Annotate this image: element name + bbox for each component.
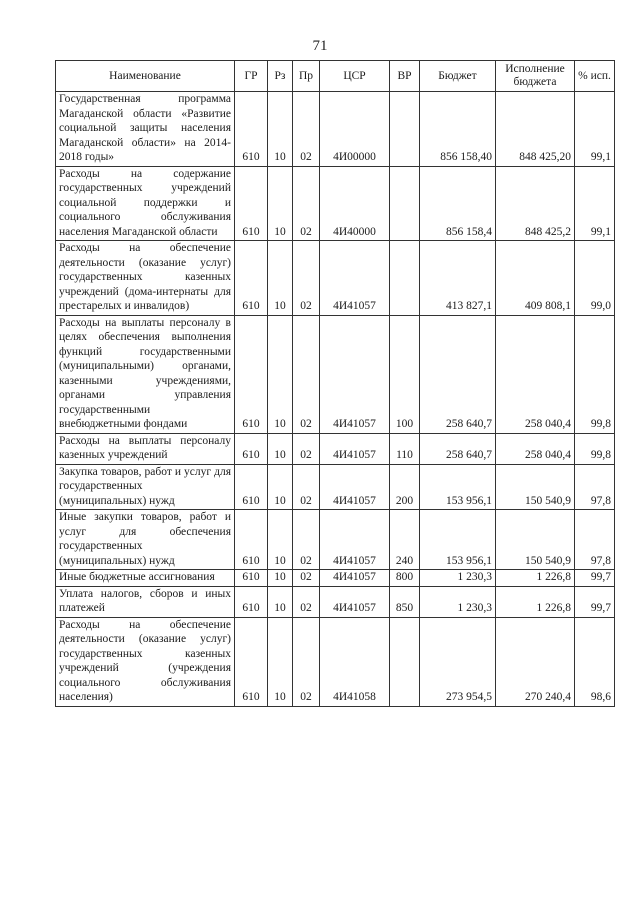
cell-name: Уплата налогов, сборов и иных платежей <box>56 586 235 617</box>
table-row <box>56 617 615 706</box>
table-row <box>56 570 615 587</box>
cell-csr: 4И41057 <box>320 315 390 433</box>
cell-execution: 1 226,8 <box>496 586 575 617</box>
cell-csr: 4И41057 <box>320 586 390 617</box>
cell-name: Расходы на содержание государственных учреждений социальной поддержки и социального обслуживания населения Магаданской области <box>56 166 235 241</box>
cell-pr: 02 <box>293 570 320 587</box>
table-row <box>56 464 615 510</box>
cell-execution: 150 540,9 <box>496 464 575 510</box>
table-row <box>56 433 615 464</box>
cell-vr: 110 <box>390 433 420 464</box>
cell-rz: 10 <box>268 586 293 617</box>
table-row <box>56 510 615 570</box>
cell-pr: 02 <box>293 617 320 706</box>
cell-vr <box>390 241 420 316</box>
cell-name: Расходы на выплаты персоналу в целях обеспечения выполнения функций государственными (муниципальными) органами, казенными учреждениями, органами управления государственными внебюджетными фондами <box>56 315 235 433</box>
cell-rz: 10 <box>268 433 293 464</box>
cell-pr: 02 <box>293 510 320 570</box>
cell-rz: 10 <box>268 570 293 587</box>
cell-vr: 100 <box>390 315 420 433</box>
cell-execution: 848 425,2 <box>496 166 575 241</box>
cell-gr: 610 <box>235 241 268 316</box>
cell-pr: 02 <box>293 464 320 510</box>
cell-pr: 02 <box>293 92 320 167</box>
cell-vr: 240 <box>390 510 420 570</box>
cell-vr: 850 <box>390 586 420 617</box>
cell-csr: 4И41057 <box>320 464 390 510</box>
cell-pr: 02 <box>293 433 320 464</box>
cell-budget: 258 640,7 <box>420 315 496 433</box>
table-row <box>56 92 615 167</box>
header-percent: % исп. <box>575 61 615 92</box>
cell-gr: 610 <box>235 464 268 510</box>
cell-gr: 610 <box>235 510 268 570</box>
cell-execution: 1 226,8 <box>496 570 575 587</box>
page-number: 71 <box>312 38 328 54</box>
cell-percent: 99,8 <box>575 433 615 464</box>
cell-vr <box>390 617 420 706</box>
cell-execution: 258 040,4 <box>496 433 575 464</box>
header-name: Наименование <box>56 61 235 92</box>
cell-name: Расходы на выплаты персоналу казенных учреждений <box>56 433 235 464</box>
cell-percent: 99,7 <box>575 586 615 617</box>
header-row <box>56 61 615 92</box>
cell-percent: 99,8 <box>575 315 615 433</box>
header-csr: ЦСР <box>320 61 390 92</box>
cell-vr: 200 <box>390 464 420 510</box>
header-rz: Рз <box>268 61 293 92</box>
cell-vr: 800 <box>390 570 420 587</box>
cell-gr: 610 <box>235 92 268 167</box>
cell-percent: 99,0 <box>575 241 615 316</box>
cell-pr: 02 <box>293 315 320 433</box>
cell-gr: 610 <box>235 166 268 241</box>
cell-rz: 10 <box>268 617 293 706</box>
cell-budget: 153 956,1 <box>420 510 496 570</box>
cell-execution: 270 240,4 <box>496 617 575 706</box>
header-execution: Исполнение бюджета <box>496 61 575 92</box>
cell-rz: 10 <box>268 92 293 167</box>
cell-percent: 97,8 <box>575 464 615 510</box>
cell-name: Расходы на обеспечение деятельности (оказание услуг) государственных казенных учреждений (дома-интернаты для престарелых и инвалидов) <box>56 241 235 316</box>
cell-csr: 4И41057 <box>320 433 390 464</box>
cell-csr: 4И41057 <box>320 510 390 570</box>
cell-budget: 258 640,7 <box>420 433 496 464</box>
cell-rz: 10 <box>268 464 293 510</box>
cell-name: Государственная программа Магаданской области «Развитие социальной защиты населения Магаданской области» на 2014-2018 годы» <box>56 92 235 167</box>
cell-budget: 1 230,3 <box>420 570 496 587</box>
cell-rz: 10 <box>268 241 293 316</box>
cell-execution: 848 425,20 <box>496 92 575 167</box>
cell-name: Расходы на обеспечение деятельности (оказание услуг) государственных казенных учреждений (учреждения социального обслуживания населения) <box>56 617 235 706</box>
table-row <box>56 315 615 433</box>
table-row <box>56 241 615 316</box>
cell-percent: 97,8 <box>575 510 615 570</box>
header-pr: Пр <box>293 61 320 92</box>
cell-pr: 02 <box>293 586 320 617</box>
cell-budget: 413 827,1 <box>420 241 496 316</box>
cell-pr: 02 <box>293 166 320 241</box>
cell-rz: 10 <box>268 166 293 241</box>
cell-percent: 99,7 <box>575 570 615 587</box>
cell-budget: 1 230,3 <box>420 586 496 617</box>
cell-execution: 258 040,4 <box>496 315 575 433</box>
cell-gr: 610 <box>235 315 268 433</box>
cell-gr: 610 <box>235 617 268 706</box>
cell-pr: 02 <box>293 241 320 316</box>
cell-vr <box>390 166 420 241</box>
cell-percent: 99,1 <box>575 92 615 167</box>
cell-name: Иные бюджетные ассигнования <box>56 570 235 587</box>
cell-name: Закупка товаров, работ и услуг для государственных (муниципальных) нужд <box>56 464 235 510</box>
cell-percent: 99,1 <box>575 166 615 241</box>
budget-table <box>55 60 615 707</box>
cell-execution: 150 540,9 <box>496 510 575 570</box>
cell-csr: 4И41057 <box>320 570 390 587</box>
cell-csr: 4И41058 <box>320 617 390 706</box>
cell-rz: 10 <box>268 510 293 570</box>
cell-execution: 409 808,1 <box>496 241 575 316</box>
cell-gr: 610 <box>235 586 268 617</box>
header-vr: ВР <box>390 61 420 92</box>
cell-rz: 10 <box>268 315 293 433</box>
cell-vr <box>390 92 420 167</box>
table-row <box>56 586 615 617</box>
table-row <box>56 166 615 241</box>
cell-csr: 4И41057 <box>320 241 390 316</box>
cell-budget: 153 956,1 <box>420 464 496 510</box>
cell-csr: 4И00000 <box>320 92 390 167</box>
cell-budget: 856 158,40 <box>420 92 496 167</box>
cell-csr: 4И40000 <box>320 166 390 241</box>
cell-percent: 98,6 <box>575 617 615 706</box>
cell-gr: 610 <box>235 433 268 464</box>
cell-budget: 856 158,4 <box>420 166 496 241</box>
header-gr: ГР <box>235 61 268 92</box>
header-budget: Бюджет <box>420 61 496 92</box>
cell-gr: 610 <box>235 570 268 587</box>
cell-budget: 273 954,5 <box>420 617 496 706</box>
cell-name: Иные закупки товаров, работ и услуг для обеспечения государственных (муниципальных) нужд <box>56 510 235 570</box>
